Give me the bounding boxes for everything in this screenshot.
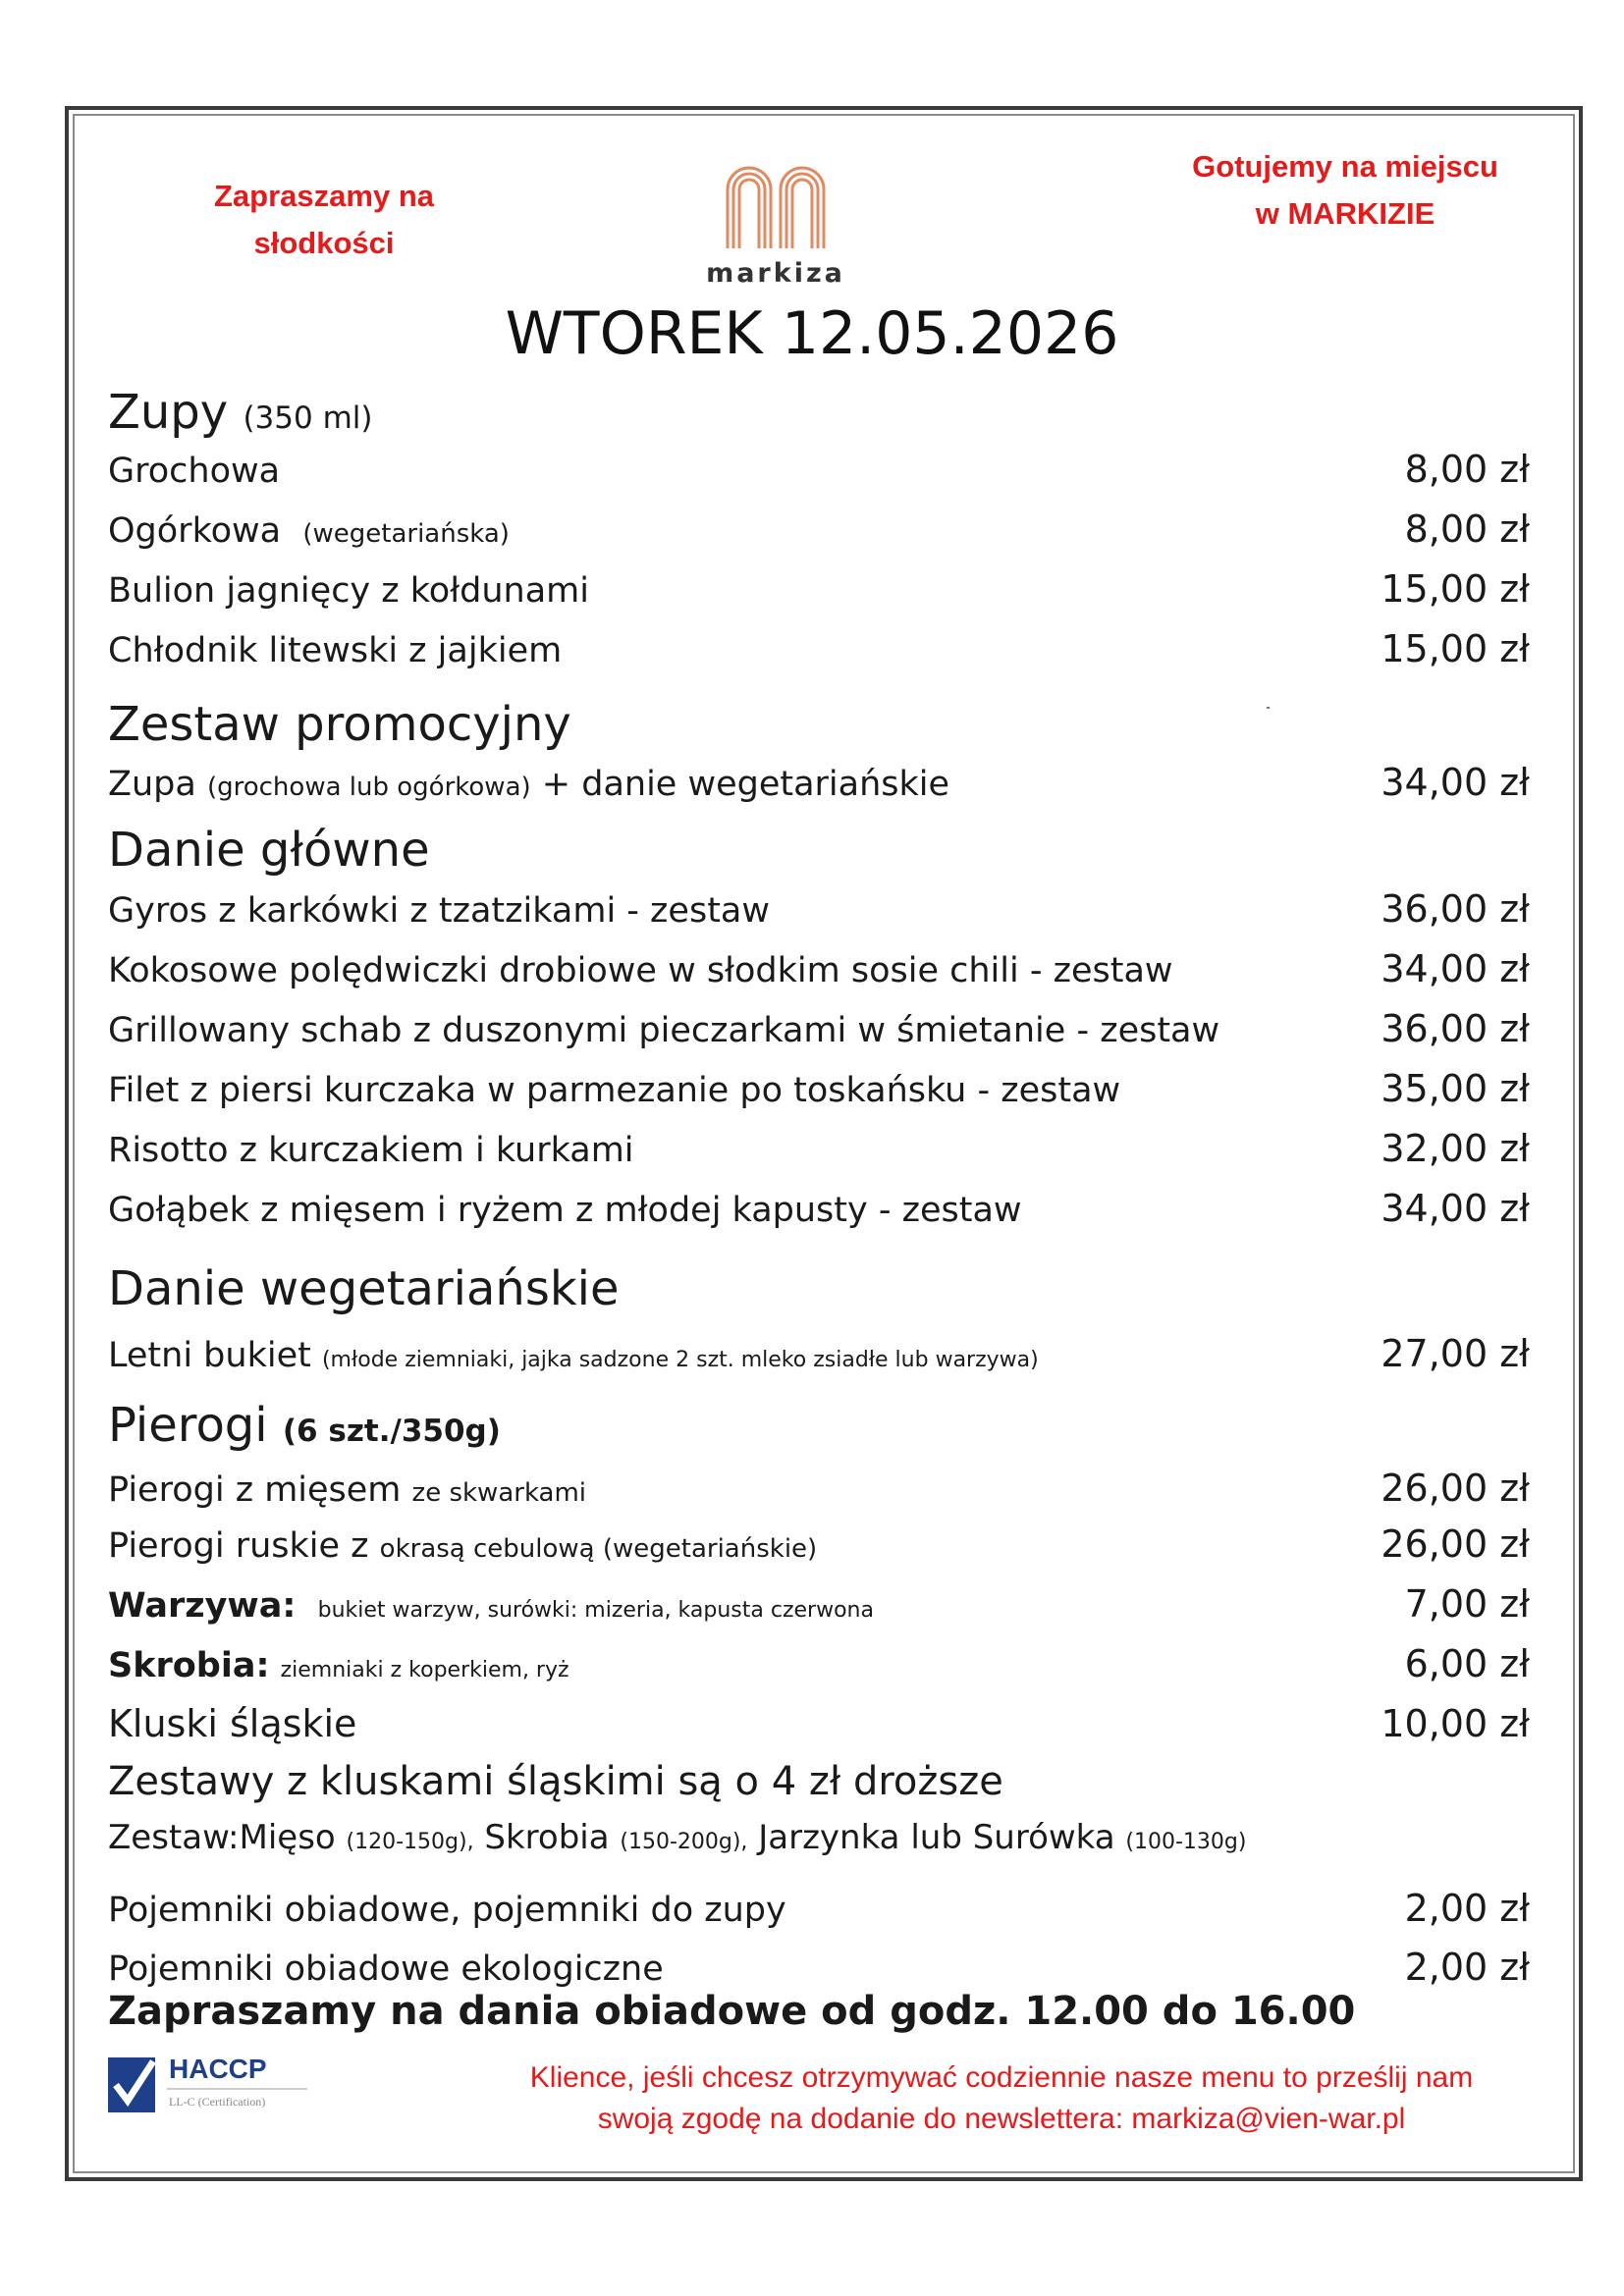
zestaw-note: (100-130g) xyxy=(1125,1830,1247,1854)
item-name: Pierogi ruskie z xyxy=(108,1526,369,1566)
sweets-note-line-1: Zapraszamy na xyxy=(214,179,434,213)
item-note: ziemniaki z koperkiem, ryż xyxy=(280,1658,569,1682)
item-price: 32,00 zł xyxy=(1380,1127,1530,1170)
menu-item xyxy=(108,1522,1530,1572)
menu-item xyxy=(108,1067,1530,1116)
zestaw-part: Skrobia xyxy=(484,1818,610,1857)
cooking-note-line-2: w MARKIZIE xyxy=(1255,196,1435,231)
item-price: 2,00 zł xyxy=(1404,1887,1530,1930)
menu-item xyxy=(108,1127,1530,1176)
zestaw-part: Jarzynka lub Surówka xyxy=(758,1818,1115,1857)
item-name-end: + danie wegetariańskie xyxy=(541,765,950,804)
item-note: okrasą cebulową (wegetariańskie) xyxy=(379,1534,818,1564)
cooking-note xyxy=(1149,143,1542,238)
section-promo xyxy=(108,697,571,752)
item-price: 8,00 zł xyxy=(1404,448,1530,491)
section-title: Danie wegetariańskie xyxy=(108,1261,620,1316)
menu-item xyxy=(108,947,1530,996)
newsletter-line-2: swoją zgodę na dodanie do newslettera: markiza@vien-war.pl xyxy=(597,2103,1406,2135)
print-speck xyxy=(1267,707,1270,709)
zestaw-info xyxy=(108,1818,1530,1867)
menu-item xyxy=(108,1887,1530,1936)
markiza-logo xyxy=(702,152,849,289)
item-note: (grochowa lub ogórkowa) xyxy=(206,773,531,802)
item-name: Grillowany schab z duszonymi pieczarkami w śmietanie - zestaw xyxy=(108,1011,1220,1050)
cooking-note-line-1: Gotujemy na miejscu xyxy=(1192,149,1498,184)
haccp-badge xyxy=(106,2052,312,2120)
item-name: Risotto z kurczakiem i kurkami xyxy=(108,1131,634,1170)
zestaw-note: (120-150g), xyxy=(346,1830,474,1854)
info-text: Zestawy z kluskami śląskimi są o 4 zł droższe xyxy=(108,1759,1003,1804)
zestaw-part: Zestaw:Mięso xyxy=(108,1818,336,1857)
item-name: Pierogi z mięsem xyxy=(108,1470,402,1510)
section-title: Danie główne xyxy=(108,823,430,878)
item-name: Chłodnik litewski z jajkiem xyxy=(108,631,563,670)
item-price: 36,00 zł xyxy=(1380,887,1530,931)
item-price: 26,00 zł xyxy=(1380,1467,1530,1510)
menu-item xyxy=(108,1187,1530,1236)
zestaw-note: (150-200g), xyxy=(620,1830,748,1854)
menu-item xyxy=(108,761,1530,810)
kluski-info xyxy=(108,1759,1530,1808)
item-price: 34,00 zł xyxy=(1380,761,1530,804)
item-price: 10,00 zł xyxy=(1380,1702,1530,1745)
item-price: 26,00 zł xyxy=(1380,1522,1530,1566)
item-price: 7,00 zł xyxy=(1404,1582,1530,1626)
section-pierogi xyxy=(108,1398,501,1453)
menu-item xyxy=(108,1332,1530,1381)
haccp-title: HACCP xyxy=(169,2054,267,2084)
menu-item xyxy=(108,1702,1530,1751)
sweets-note xyxy=(177,173,471,267)
item-price: 34,00 zł xyxy=(1380,1187,1530,1230)
item-name: Gołąbek z mięsem i ryżem z młodej kapusty - zestaw xyxy=(108,1191,1022,1230)
item-name: Filet z piersi kurczaka w parmezanie po toskańsku - zestaw xyxy=(108,1071,1121,1110)
item-note: bukiet warzyw, surówki: mizeria, kapusta czerwona xyxy=(317,1598,874,1623)
item-price: 6,00 zł xyxy=(1404,1642,1530,1685)
section-note: (350 ml) xyxy=(243,400,373,436)
item-name: Skrobia: xyxy=(108,1646,270,1685)
item-name: Pojemniki obiadowe ekologiczne xyxy=(108,1949,664,1989)
item-price: 15,00 zł xyxy=(1380,627,1530,670)
menu-item xyxy=(108,1467,1530,1516)
markiza-logo-icon xyxy=(722,152,830,250)
item-name: Ogórkowa xyxy=(108,511,282,551)
menu-item xyxy=(108,887,1530,936)
menu-item xyxy=(108,448,1530,497)
item-name: Grochowa xyxy=(108,452,281,491)
haccp-subtitle: LL-C (Certification) xyxy=(169,2095,266,2109)
item-note: (wegetariańska) xyxy=(302,519,510,549)
section-veg xyxy=(108,1261,620,1316)
item-price: 15,00 zł xyxy=(1380,567,1530,611)
item-name: Kokosowe polędwiczki drobiowe w słodkim sosie chili - zestaw xyxy=(108,951,1173,990)
item-name: Warzywa: xyxy=(108,1586,297,1626)
menu-item xyxy=(108,627,1530,676)
sweets-note-line-2: słodkości xyxy=(253,226,395,260)
item-name: Bulion jagnięcy z kołdunami xyxy=(108,571,589,611)
menu-item xyxy=(108,1007,1530,1056)
item-name: Pojemniki obiadowe, pojemniki do zupy xyxy=(108,1891,786,1930)
item-name: Letni bukiet xyxy=(108,1336,311,1375)
menu-item xyxy=(108,567,1530,616)
menu-item xyxy=(108,507,1530,557)
menu-item xyxy=(108,1582,1530,1631)
item-price: 2,00 zł xyxy=(1404,1946,1530,1989)
day-title: WTOREK 12.05.2026 xyxy=(505,299,1119,368)
item-price: 35,00 zł xyxy=(1380,1067,1530,1110)
logo-text: markiza xyxy=(706,258,845,289)
section-title: Zupy xyxy=(108,385,229,440)
newsletter-note xyxy=(422,2057,1581,2140)
menu-item xyxy=(108,1642,1530,1691)
section-mains xyxy=(108,823,430,878)
item-name: Zupa xyxy=(108,765,196,804)
opening-hours: Zapraszamy na dania obiadowe od godz. 12.00 do 16.00 xyxy=(108,1989,1356,2034)
item-price: 8,00 zł xyxy=(1404,507,1530,551)
section-title: Zestaw promocyjny xyxy=(108,697,571,752)
item-price: 27,00 zł xyxy=(1380,1332,1530,1375)
item-price: 34,00 zł xyxy=(1380,947,1530,990)
section-title: Pierogi xyxy=(108,1398,268,1453)
section-soups xyxy=(108,385,372,440)
item-price: 36,00 zł xyxy=(1380,1007,1530,1050)
newsletter-line-1: Klience, jeśli chcesz otrzymywać codziennie nasze menu to prześlij nam xyxy=(529,2061,1474,2094)
item-note: ze skwarkami xyxy=(411,1478,587,1508)
section-note: (6 szt./350g) xyxy=(282,1414,501,1449)
menu-item xyxy=(108,1946,1530,1995)
item-note: (młode ziemniaki, jajka sadzone 2 szt. mleko zsiadłe lub warzywa) xyxy=(321,1348,1039,1372)
item-name: Gyros z karkówki z tzatzikami - zestaw xyxy=(108,891,770,931)
item-name: Kluski śląskie xyxy=(108,1702,357,1745)
